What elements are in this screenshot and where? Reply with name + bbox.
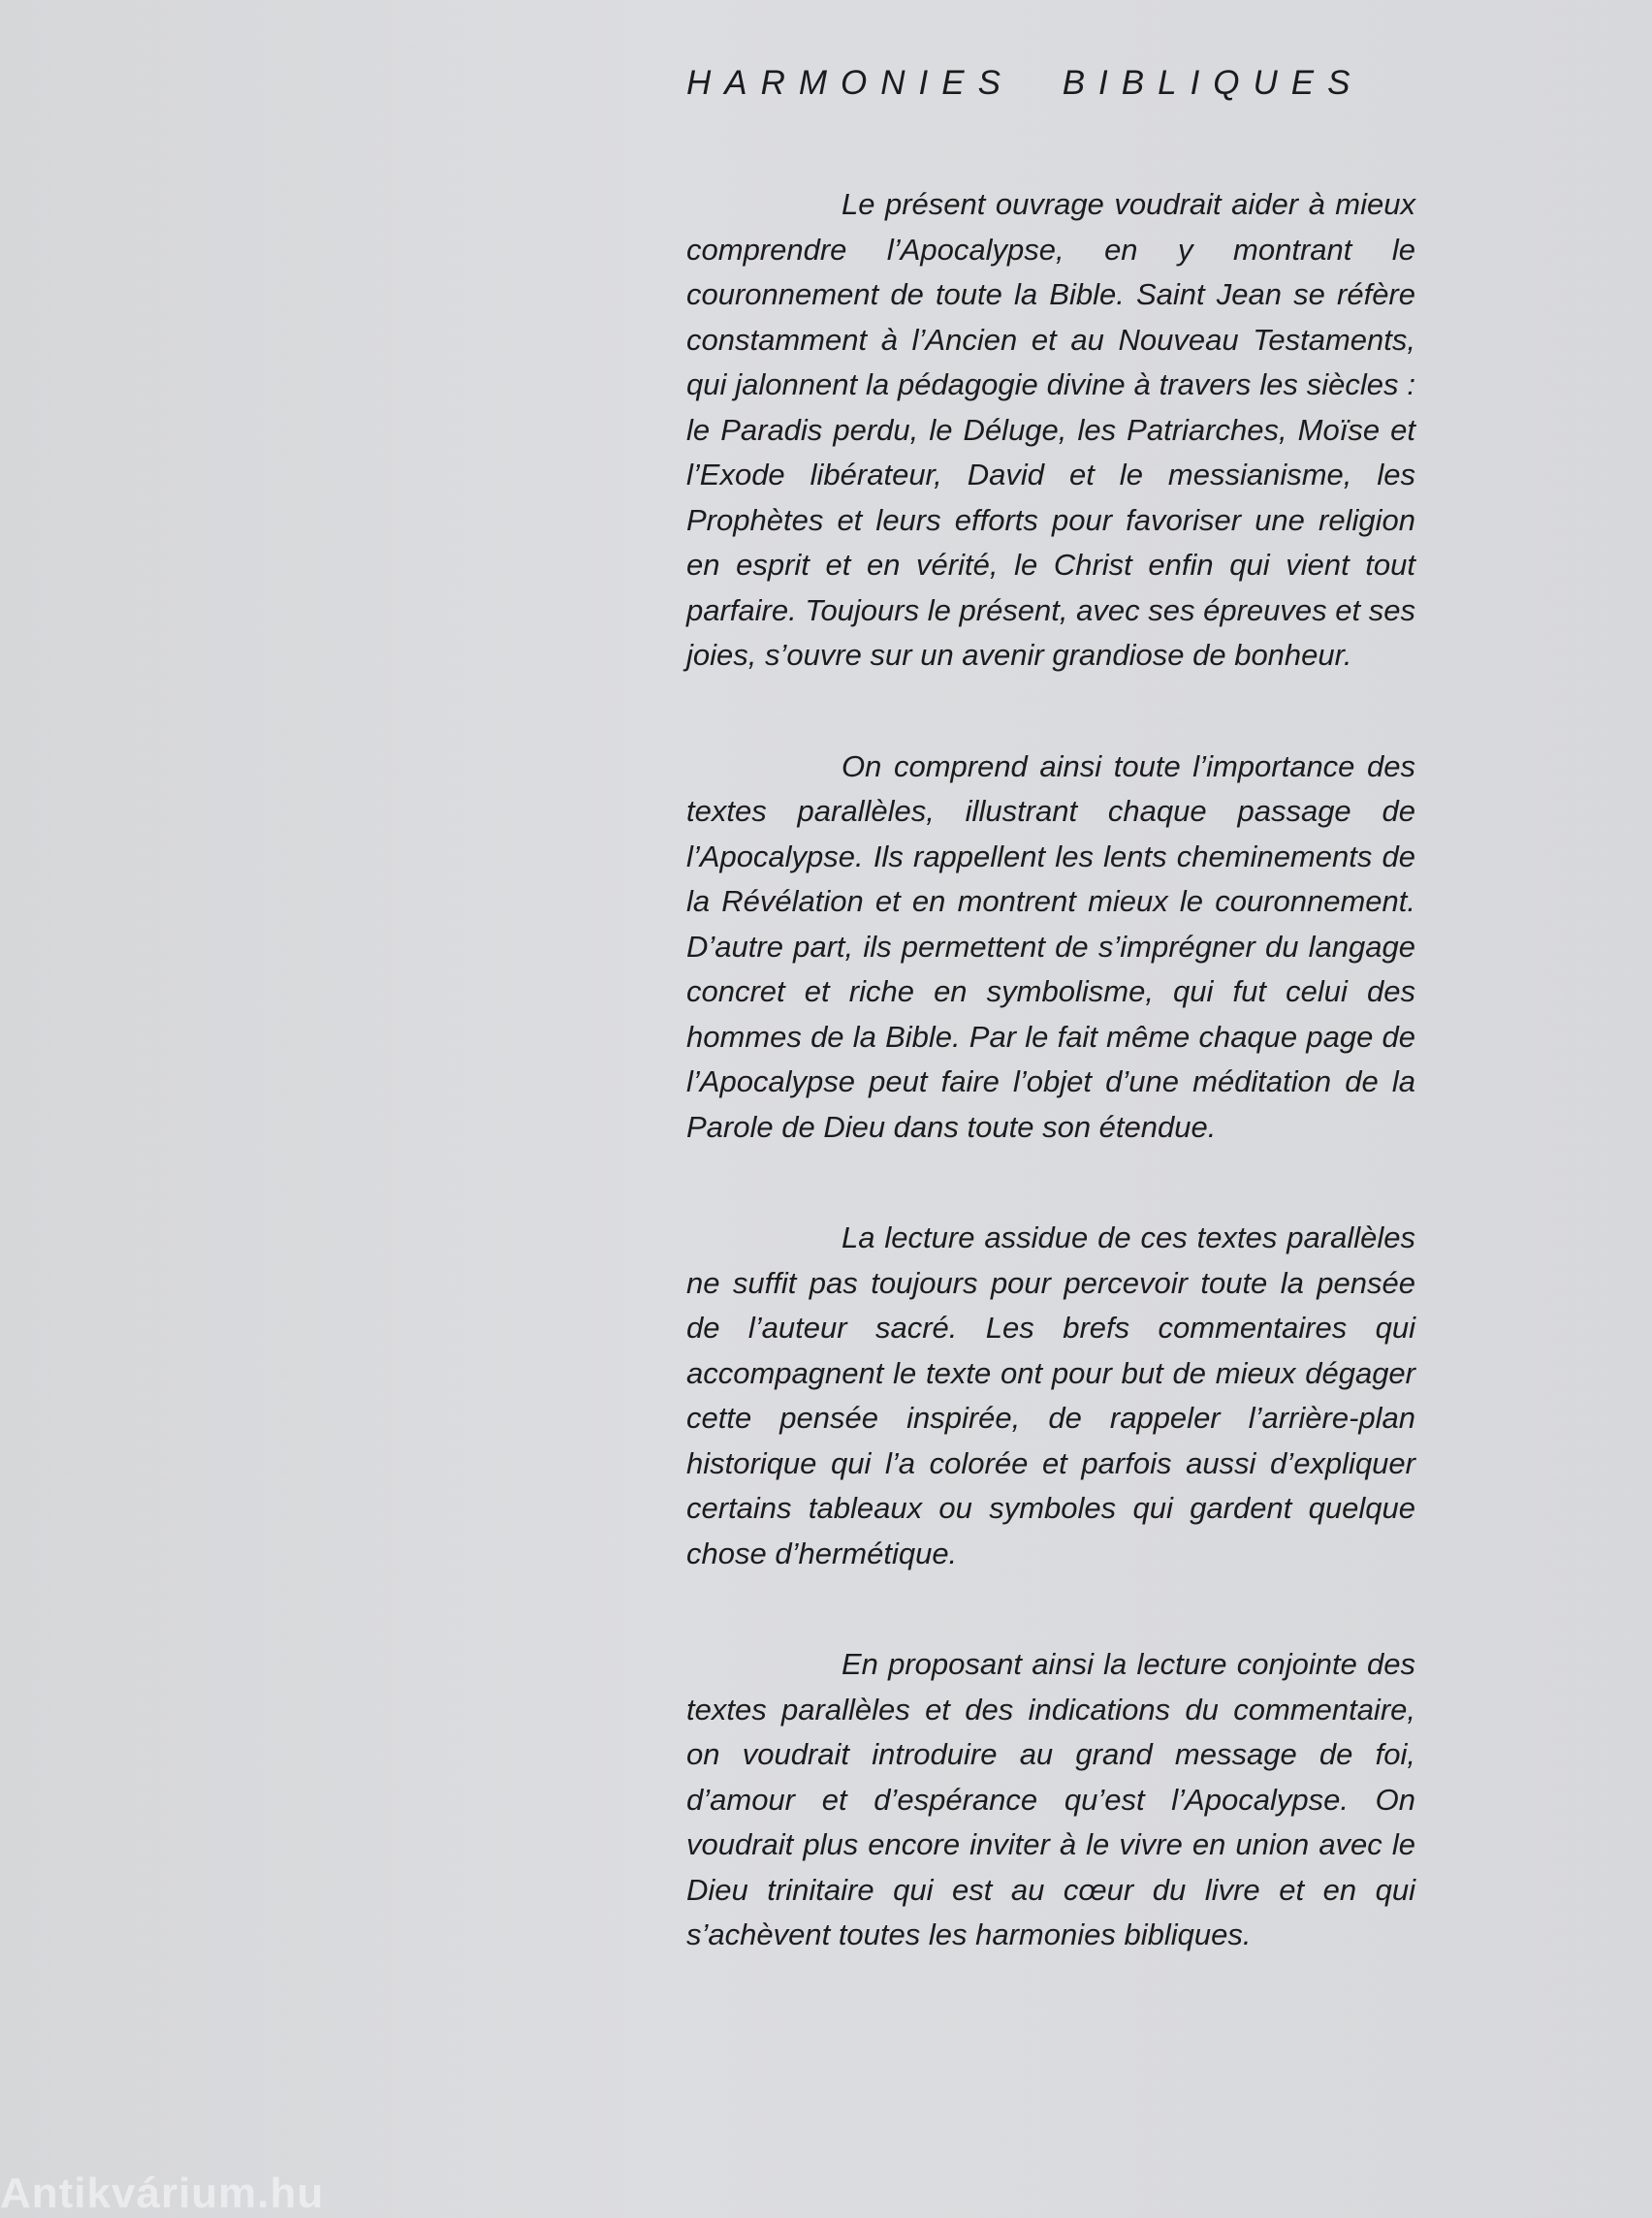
text-column	[686, 182, 1415, 1958]
paragraph-conclusion: En proposant ainsi la lecture conjointe des textes parallèles et des indications du commentaire, on voudrait introduire au grand message de foi, d’amour et d’espérance qu’est l’Apocalypse. On voudrait plus encore inviter à le vivre en union avec le Dieu trinitaire qui est au cœur du livre et en qui s’achèvent toutes les harmonies bibliques.	[686, 1647, 1415, 1951]
paragraph-intro: Le présent ouvrage voudrait aider à mieux comprendre l’Apocalypse, en y montrant le couronnement de toute la Bible. Saint Jean se réfère constamment à l’Ancien et au Nouveau Testaments, qui jalonnent la pédagogie divine à travers les siècles : le Paradis perdu, le Déluge, les Patriarches, Moïse et l’Exode libérateur, David et le messianisme, les Prophètes et leurs efforts pour favoriser une religion en esprit et en vérité, le Christ enfin qui vient tout parfaire. Toujours le présent, avec ses épreuves et ses joies, s’ouvre sur un avenir grandiose de bonheur.	[686, 187, 1415, 672]
watermark: Antikvárium.hu	[0, 2170, 325, 2217]
paragraph-parallel-texts: On comprend ainsi toute l’importance des textes parallèles, illustrant chaque passage de l’Apocalypse. Ils rappellent les lents cheminements de la Révélation et en montrent mieux le couronnement. D’autre part, ils permettent de s’imprégner du langage concret et riche en symbolisme, qui fut celui des hommes de la Bible. Par le fait même chaque page de l’Apocalypse peut faire l’objet d’une méditation de la Parole de Dieu dans toute son étendue.	[686, 748, 1415, 1144]
paragraph-commentaries: La lecture assidue de ces textes parallèles ne suffit pas toujours pour percevoir toute la pensée de l’auteur sacré. Les brefs commentaires qui accompagnent le texte ont pour but de mieux dégager cette pensée inspirée, de rappeler l’arrière-plan historique qui l’a colorée et parfois aussi d’expliquer certains tableaux ou symboles qui gardent quelque chose d’hermétique.	[686, 1220, 1415, 1570]
page-title: HARMONIES BIBLIQUES	[686, 64, 1364, 102]
